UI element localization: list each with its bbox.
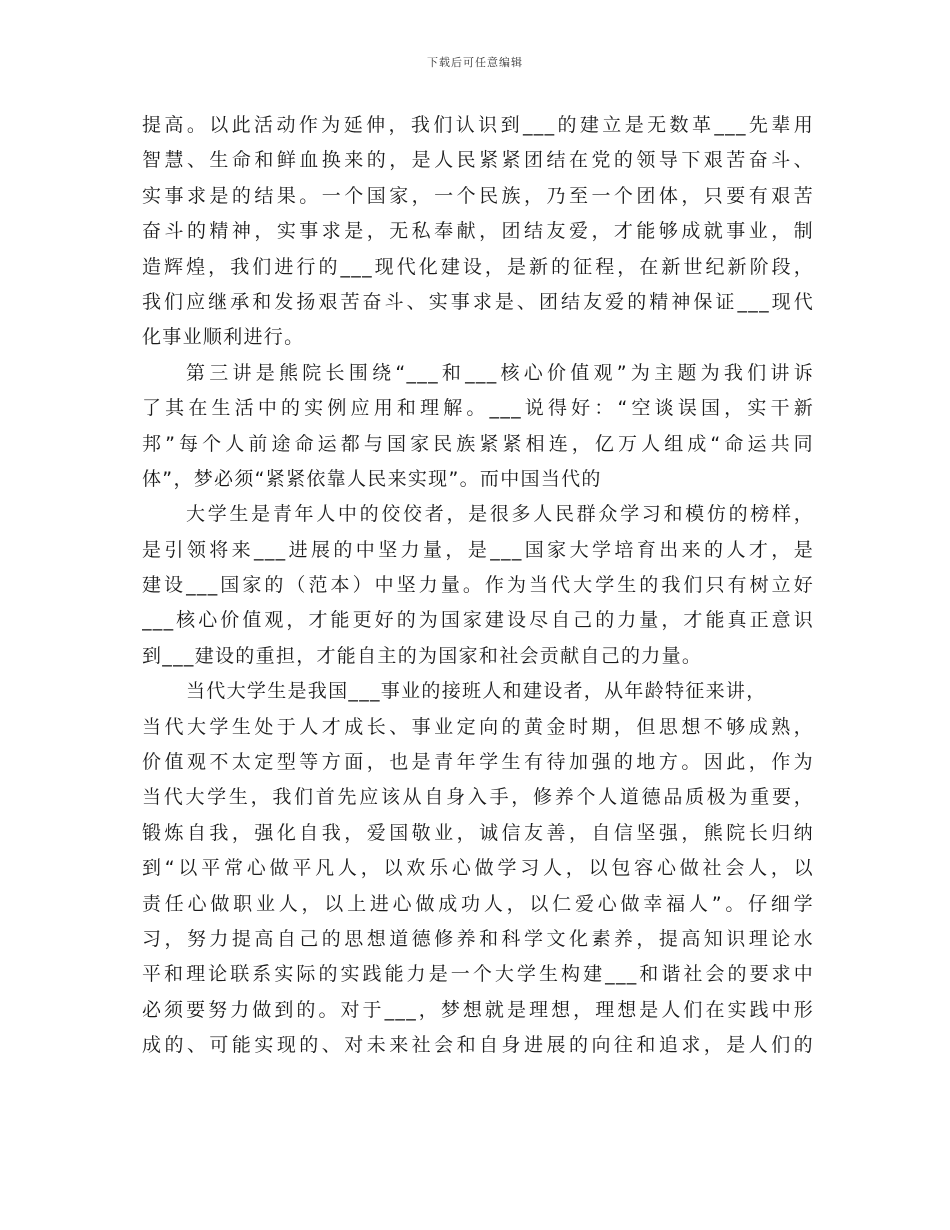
- text-line: 提高。以此活动作为延伸，我们认识到___的建立是无数革___先辈用: [142, 114, 814, 136]
- text-line: 价值观不太定型等方面，也是青年学生有待加强的地方。因此，作为: [142, 751, 814, 774]
- text-line: 当代大学生，我们首先应该从自身入手，修养个人道德品质极为重要，: [142, 786, 814, 809]
- text-line: 平和理论联系实际的实践能力是一个大学生构建___和谐社会的要求中: [142, 963, 814, 986]
- text-line: 责任心做职业人，以上进心做成功人，以仁爱心做幸福人”。仔细学: [142, 892, 814, 915]
- text-line: 当代大学生处于人才成长、事业定向的黄金时期，但思想不够成熟，: [142, 715, 814, 738]
- text-line: 习，努力提高自己的思想道德修养和科学文化素养，提高知识理论水: [142, 927, 814, 950]
- text-line: 到___建设的重担，才能自主的为国家和社会贡献自己的力量。: [142, 644, 703, 667]
- text-line: 体”，梦必须“紧紧依靠人民来实现”。而中国当代的: [142, 467, 602, 490]
- text-line: 锻炼自我，强化自我，爱国敬业，诚信友善，自信坚强，熊院长归纳: [142, 821, 814, 844]
- text-line: 化事业顺利进行。: [142, 326, 305, 349]
- text-line: 造辉煌，我们进行的___现代化建设，是新的征程，在新世纪新阶段，: [142, 255, 814, 278]
- text-line: 是引领将来___进展的中坚力量，是___国家大学培育出来的人才，是: [142, 538, 814, 561]
- paragraph-start: 大学生是青年人中的佼佼者，是很多人民群众学习和模仿的榜样，: [186, 503, 814, 526]
- text-line: 建设___国家的（范本）中坚力量。作为当代大学生的我们只有树立好: [142, 574, 814, 597]
- paragraph-start: 第三讲是熊院长围绕“___和___核心价值观”为主题为我们讲诉: [186, 361, 814, 384]
- text-line: 智慧、生命和鲜血换来的，是人民紧紧团结在党的领导下艰苦奋斗、: [142, 149, 814, 172]
- document-body: [142, 108, 814, 1064]
- text-line: 奋斗的精神，实事求是，无私奉献，团结友爱，才能够成就事业，制: [142, 220, 814, 243]
- text-line: ___核心价值观，才能更好的为国家建设尽自己的力量，才能真正意识: [142, 609, 814, 632]
- text-line: 成的、可能实现的、对未来社会和自身进展的向往和追求，是人们的: [142, 1034, 814, 1057]
- text-line: 我们应继承和发扬艰苦奋斗、实事求是、团结友爱的精神保证___现代: [142, 290, 814, 313]
- text-line: 邦”每个人前途命运都与国家民族紧紧相连，亿万人组成“命运共同: [142, 432, 814, 455]
- text-line: 必须要努力做到的。对于___，梦想就是理想，理想是人们在实践中形: [142, 998, 814, 1021]
- text-line: 了其在生活中的实例应用和理解。___说得好：“空谈误国，实干新: [142, 397, 814, 420]
- page-header: 下载后可任意编辑: [427, 56, 523, 69]
- text-line: 实事求是的结果。一个国家，一个民族，乃至一个团体，只要有艰苦: [142, 184, 814, 207]
- paragraph-start: 当代大学生是我国___事业的接班人和建设者，从年龄特征来讲，: [186, 680, 767, 703]
- text-line: 到“以平常心做平凡人，以欢乐心做学习人，以包容心做社会人，以: [142, 857, 814, 880]
